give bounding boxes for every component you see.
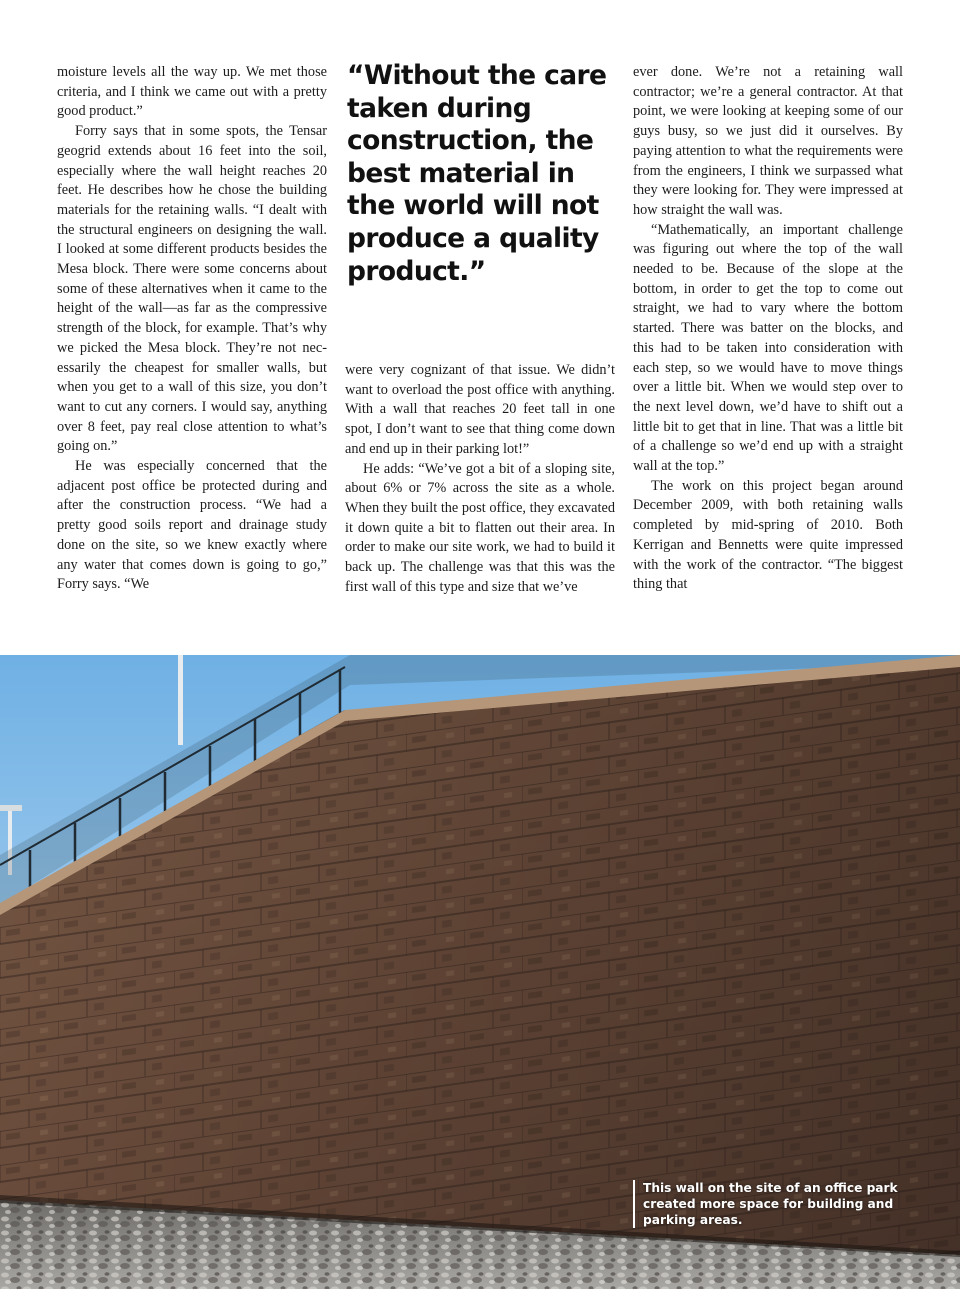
paragraph: ever done. We’re not a retaining wall contractor; we’re a general contractor. At that point, we were looking at keeping some of our guys busy, so we just did it ourselves. By paying attention to what the requirements were from the engineers, I think we surpassed what they were looking for. They were impressed at how straight the wall was.	[633, 64, 903, 218]
paragraph: He was especially concerned that the adjacent post office be protected during and after the construction process. “We had a pretty good soils report and drainage study done on the site, so we knew exactly where any water that comes down is going to go,” Forry says. “We	[57, 458, 327, 593]
paragraph: He adds: “We’ve got a bit of a sloping site, about 6% or 7% across the site as a whole. When they built the post office, they excavated it down quite a bit to flatten out their area. In order to make our site work, we had to build it back up. The challenge was that this was the first wall of this type and size that we’ve	[345, 460, 615, 595]
photo-caption: This wall on the site of an office park created more space for building and parking areas.	[633, 1180, 913, 1228]
article-column-middle	[345, 361, 615, 597]
paragraph: Forry says that in some spots, the Tensar geogrid extends about 16 feet into the soil, especially where the wall height reaches 20 feet. He describes how he chose the building materials for the retaining walls. “I dealt with the structural engineers on designing the wall. I looked at some different products besides the Mesa block. There were some concerns about some of these alternatives when it came to the height of the wall—as far as the compressive strength of the block, for example. That’s why we picked the Mesa block. They’re not necessarily the cheapest for smaller walls, but when you get to a wall of this size, you don’t want to cut any corners. I would say, anything over 8 feet, pay real close attention to what’s going on.”	[57, 123, 327, 455]
paragraph: “Mathematically, an important challenge was figuring out where the top of the wall needed to be. Because of the slope at the bottom, in order to get the top to come out straight, we had to vary where the bottom started. There was batter on the blocks, and this had to be taken into consideration with each step, so we would have to move things over a little bit. When we would step over to the next level down, we’d have to shift out a little bit to get that in line. That was a little bit of a challenge so we’d end up with a straight wall at the top.”	[633, 221, 903, 475]
paragraph: moisture levels all the way up. We met those criteria, and I think we came out with a pretty good product.”	[57, 64, 327, 120]
article-column-right	[633, 63, 903, 595]
paragraph: The work on this project began around December 2009, with both retaining walls completed by mid-spring of 2010. Both Kerrigan and Bennetts were quite impressed with the work of the contractor. “The biggest thing that	[633, 477, 903, 593]
pull-quote: “Without the care taken during construction, the best material in the world will not produce a quality product.”	[347, 60, 607, 287]
article-column-left	[57, 63, 327, 595]
paragraph: were very cognizant of that issue. We didn’t want to overload the post office with anything. With a wall that reaches 20 feet tall in one spot, I don’t want to see that thing come down and end up in their parking lot!”	[345, 362, 615, 457]
